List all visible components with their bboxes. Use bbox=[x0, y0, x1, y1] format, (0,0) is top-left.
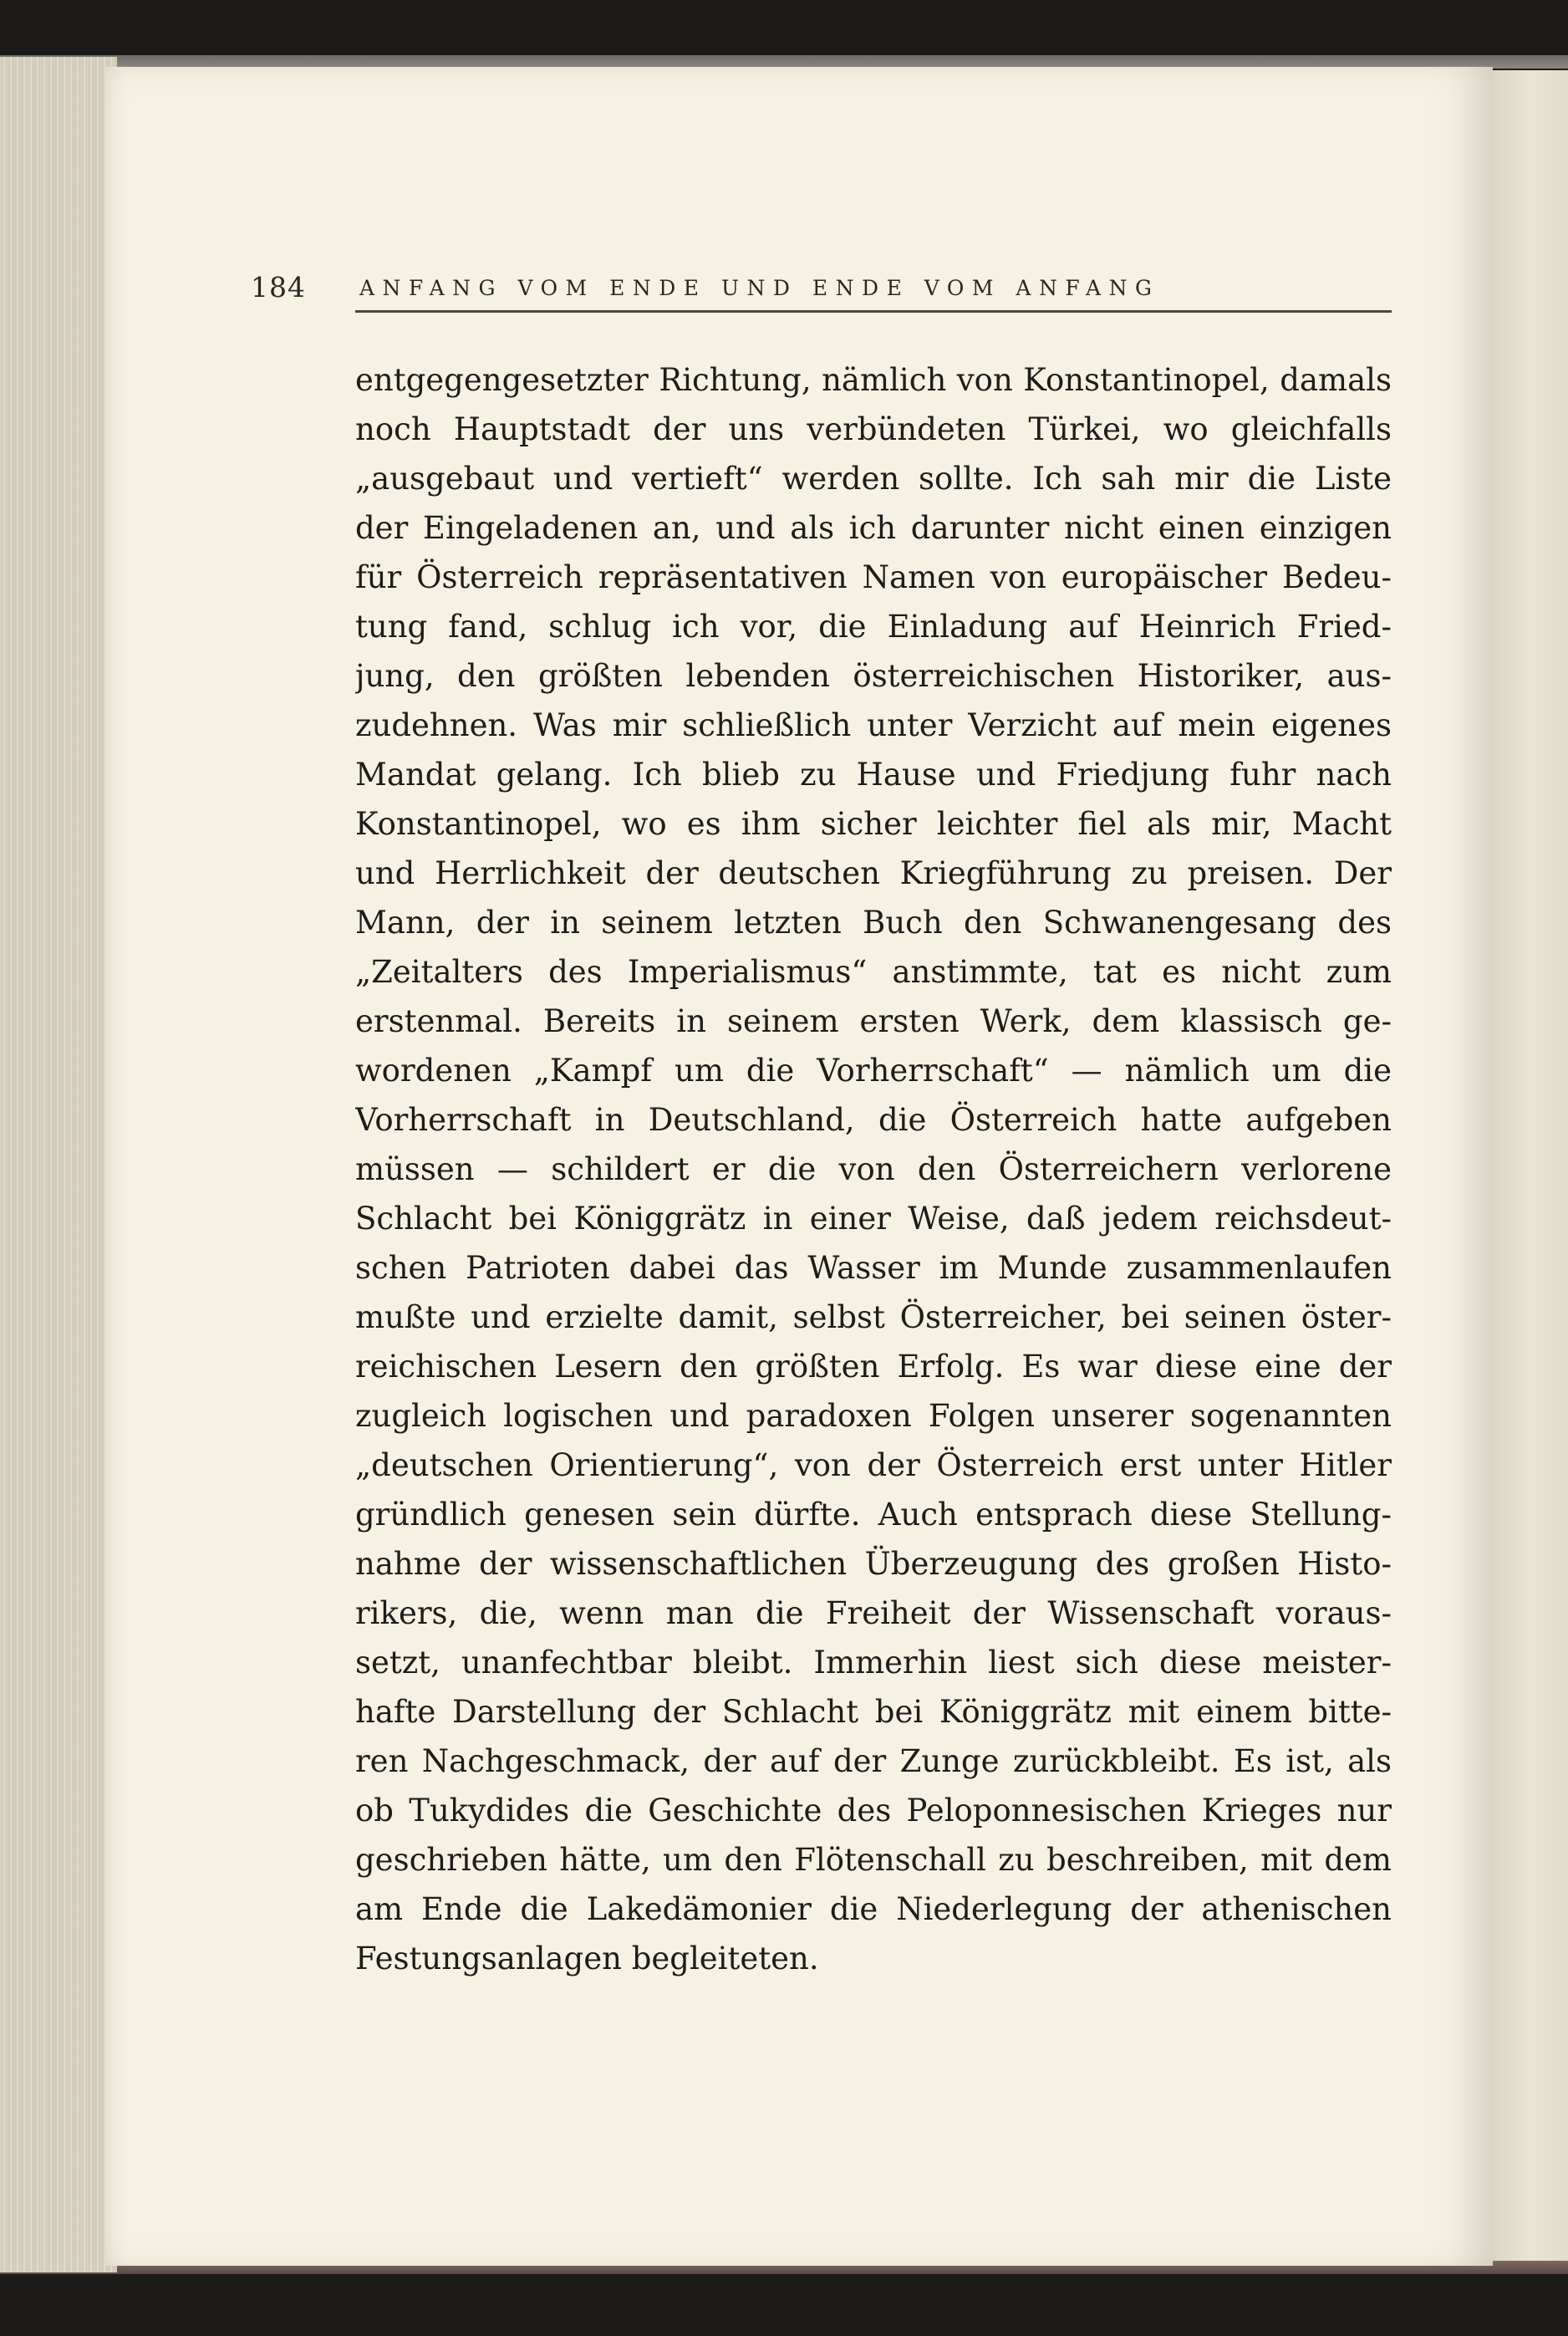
text-line: und Herrlichkeit der deutschen Kriegführung zu preisen. Der bbox=[355, 855, 1392, 891]
text-line: rikers, die, wenn man die Freiheit der Wissenschaft voraus- bbox=[355, 1595, 1392, 1631]
text-line: schen Patrioten dabei das Wasser im Munde zusammenlaufen bbox=[355, 1250, 1392, 1286]
text-line: hafte Darstellung der Schlacht bei Königgrätz mit einem bitte- bbox=[355, 1694, 1392, 1730]
running-title: ANFANG VOM ENDE UND ENDE VOM ANFANG bbox=[359, 276, 1160, 300]
text-line: zugleich logischen und paradoxen Folgen unserer sogenannten bbox=[355, 1398, 1392, 1434]
text-line: ren Nachgeschmack, der auf der Zunge zurückbleibt. Es ist, als bbox=[355, 1743, 1392, 1779]
text-line: jung, den größten lebenden österreichischen Historiker, aus- bbox=[355, 658, 1392, 694]
text-line: Mandat gelang. Ich blieb zu Hause und Friedjung fuhr nach bbox=[355, 757, 1392, 793]
text-line: Vorherrschaft in Deutschland, die Österreich hatte aufgeben bbox=[355, 1102, 1392, 1138]
text-line: müssen — schildert er die von den Österreichern verlorene bbox=[355, 1151, 1392, 1187]
text-line: „deutschen Orientierung“, von der Österreich erst unter Hitler bbox=[355, 1447, 1392, 1483]
text-line: Mann, der in seinem letzten Buch den Schwanengesang des bbox=[355, 905, 1392, 941]
text-line: tung fand, schlug ich vor, die Einladung auf Heinrich Fried- bbox=[355, 609, 1392, 645]
text-line: Konstantinopel, wo es ihm sicher leichter fiel als mir, Macht bbox=[355, 806, 1392, 842]
text-line: noch Hauptstadt der uns verbündeten Türkei, wo gleichfalls bbox=[355, 411, 1392, 447]
text-line: mußte und erzielte damit, selbst Österreicher, bei seinen öster- bbox=[355, 1299, 1392, 1335]
text-line: Schlacht bei Königgrätz in einer Weise, daß jedem reichsdeut- bbox=[355, 1201, 1392, 1237]
text-line: reichischen Lesern den größten Erfolg. Es war diese eine der bbox=[355, 1349, 1392, 1385]
text-line: entgegengesetzter Richtung, nämlich von Konstantinopel, damals bbox=[355, 362, 1392, 398]
page-number: 184 bbox=[251, 271, 306, 303]
text-line: nahme der wissenschaftlichen Überzeugung des großen Histo- bbox=[355, 1546, 1392, 1582]
running-head bbox=[251, 269, 1391, 311]
text-line: gründlich genesen sein dürfte. Auch entsprach diese Stellung- bbox=[355, 1497, 1392, 1533]
body-text bbox=[355, 355, 1392, 1983]
text-line: erstenmal. Bereits in seinem ersten Werk, dem klassisch ge- bbox=[355, 1003, 1392, 1039]
text-line: für Österreich repräsentativen Namen von europäischer Bedeu- bbox=[355, 559, 1392, 595]
page-stack-edge bbox=[0, 57, 117, 2272]
text-line: am Ende die Lakedämonier die Niederlegung der athenischen bbox=[355, 1891, 1392, 1927]
text-line: zudehnen. Was mir schließlich unter Verzicht auf mein eigenes bbox=[355, 707, 1392, 743]
text-line: geschrieben hätte, um den Flötenschall zu beschreiben, mit dem bbox=[355, 1842, 1392, 1878]
header-rule bbox=[355, 310, 1392, 313]
scan-background-bottom bbox=[0, 2270, 1568, 2336]
text-line: setzt, unanfechtbar bleibt. Immerhin liest sich diese meister- bbox=[355, 1645, 1392, 1681]
text-line: Festungsanlagen begleiteten. bbox=[355, 1941, 819, 1976]
scan-background-top bbox=[0, 0, 1568, 59]
text-line: der Eingeladenen an, und als ich darunter nicht einen einzigen bbox=[355, 510, 1392, 546]
text-line: „Zeitalters des Imperialismus“ anstimmte, tat es nicht zum bbox=[355, 954, 1392, 990]
text-line: wordenen „Kampf um die Vorherrschaft“ — nämlich um die bbox=[355, 1053, 1392, 1089]
text-line: ob Tukydides die Geschichte des Peloponnesischen Krieges nur bbox=[355, 1793, 1392, 1829]
text-line: „ausgebaut und vertieft“ werden sollte. Ich sah mir die Liste bbox=[355, 461, 1392, 497]
